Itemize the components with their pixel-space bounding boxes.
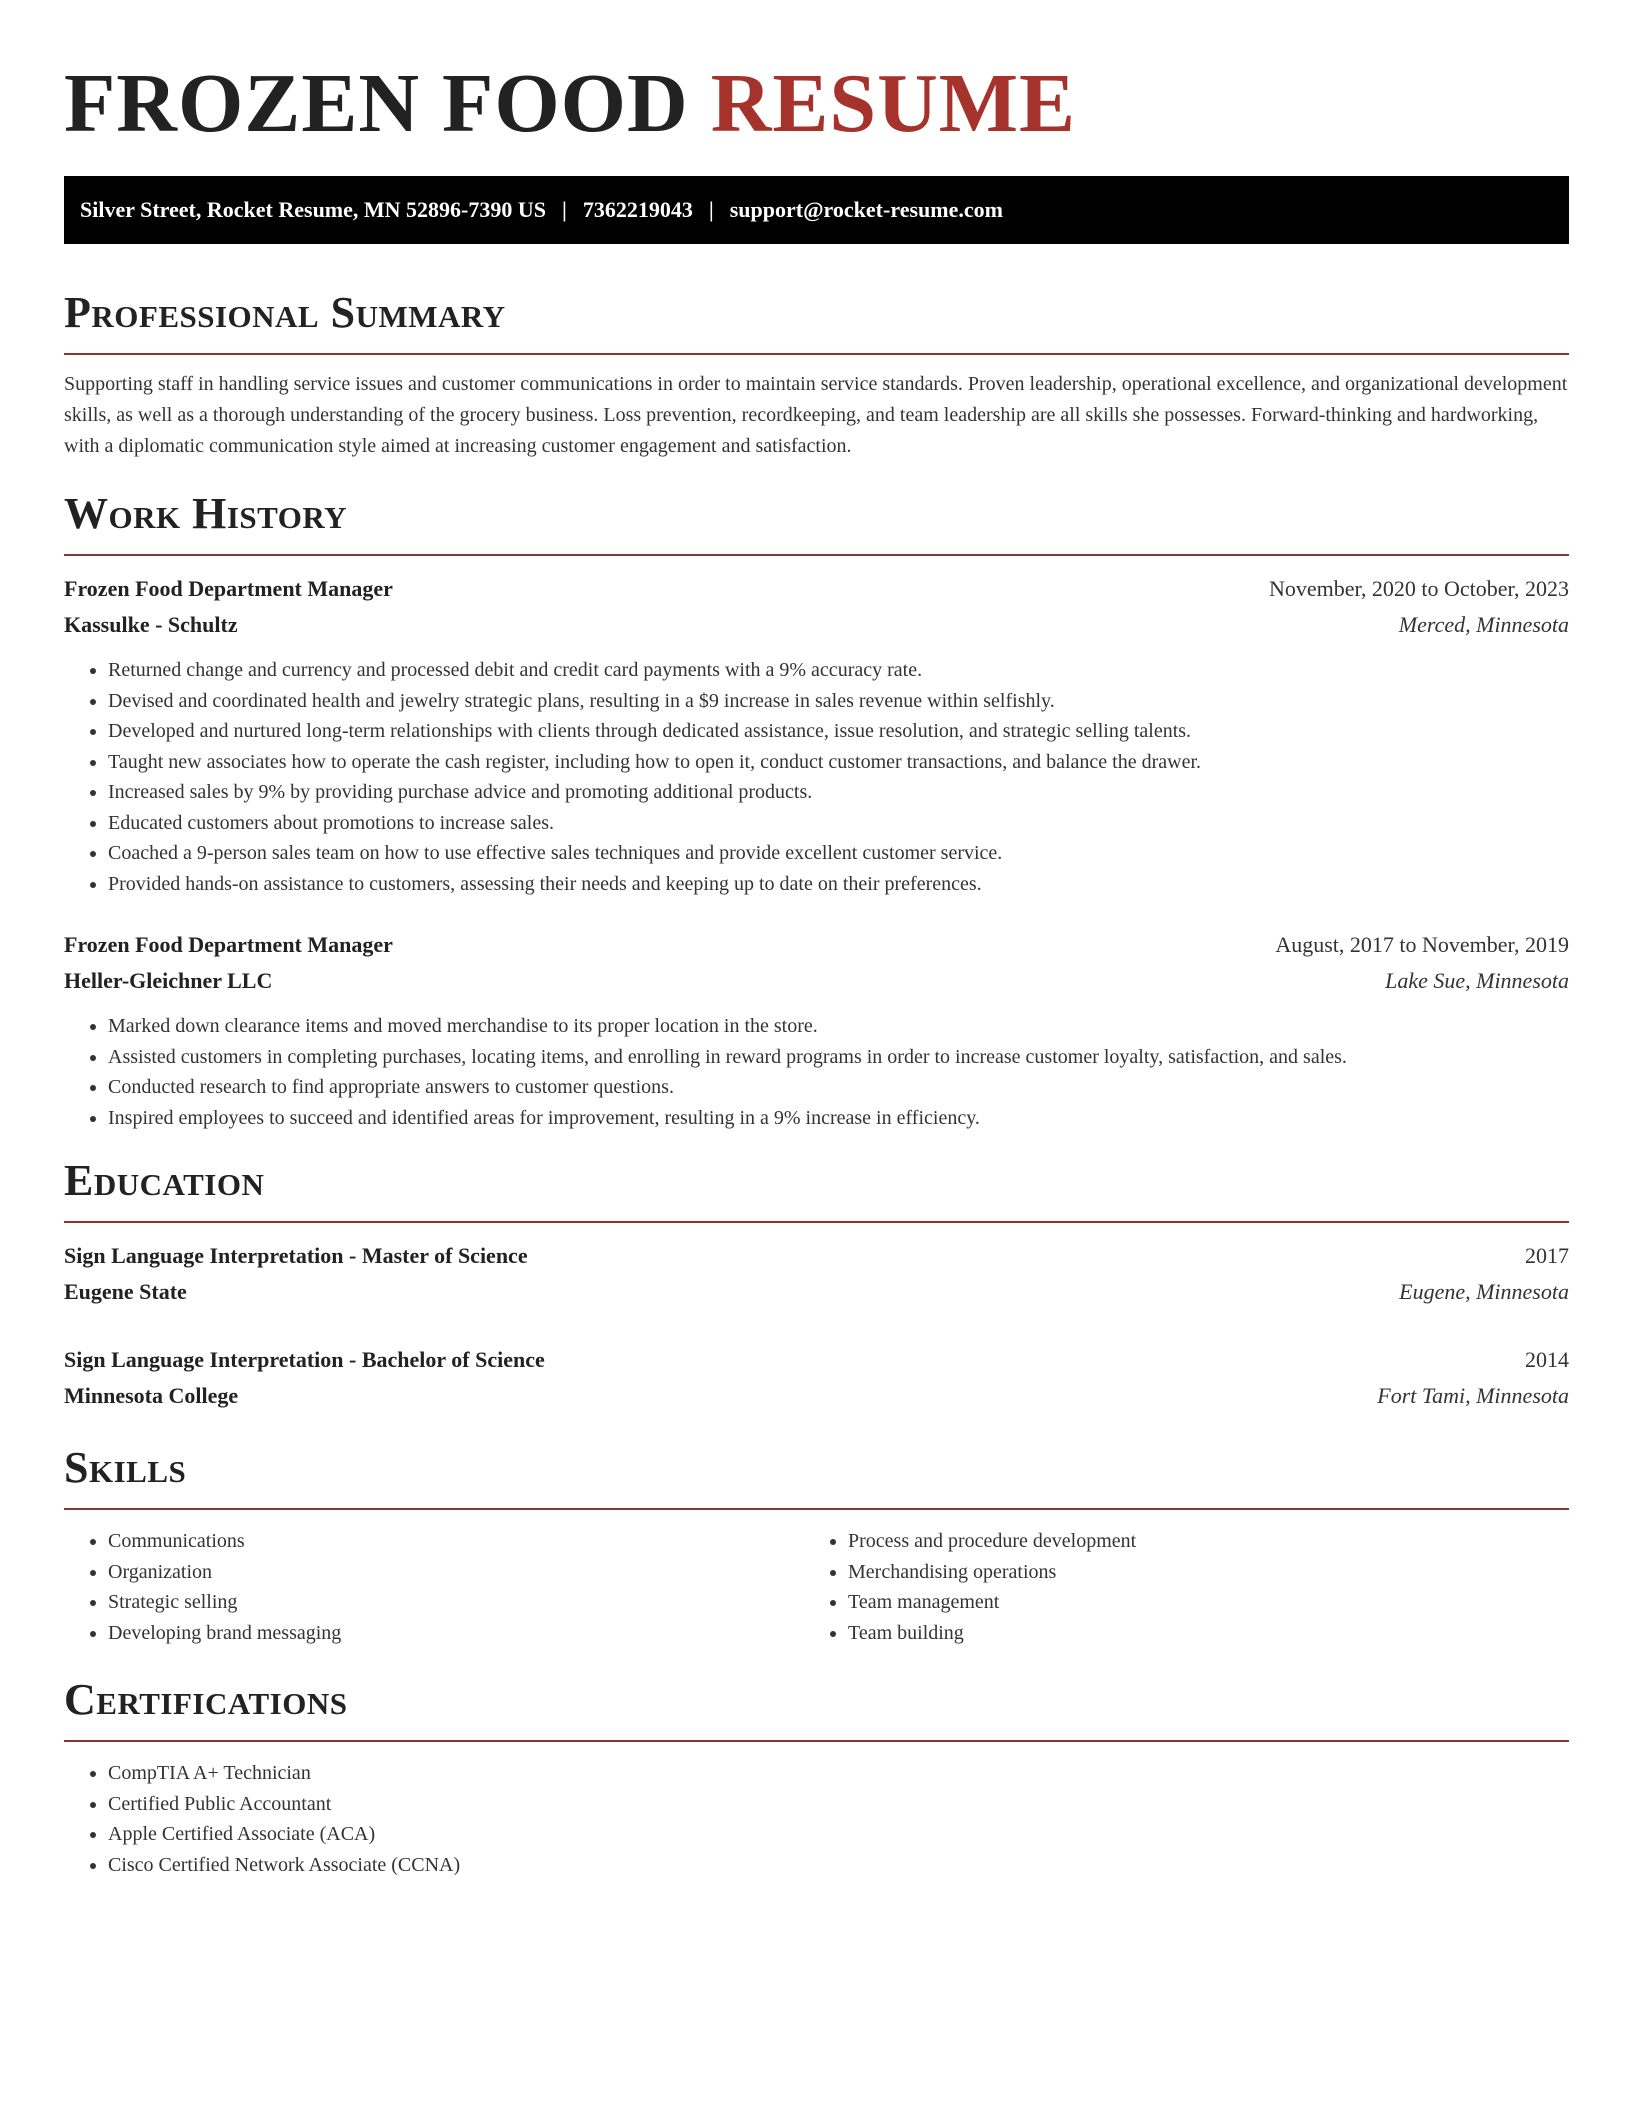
job-entry xyxy=(64,927,1569,1133)
education-school: Minnesota College xyxy=(64,1383,239,1408)
job-company-row xyxy=(64,963,1569,999)
section-heading-certifications: Certifications xyxy=(64,1675,348,1724)
contact-email[interactable]: support@rocket-resume.com xyxy=(729,197,1003,222)
contact-bar xyxy=(64,176,1569,244)
work-history-section xyxy=(64,488,1569,1133)
list-item: • Taught new associates how to operate the cash register, including how to open it, conduct customer transactions, and balance the drawer. xyxy=(108,747,1569,778)
list-item: • Developing brand messaging xyxy=(108,1618,804,1649)
list-item: • Inspired employees to succeed and identified areas for improvement, resulting in a 9% increase in efficiency. xyxy=(108,1103,1569,1134)
certifications-list xyxy=(64,1758,1569,1880)
section-divider xyxy=(64,353,1569,355)
job-company: Kassulke - Schultz xyxy=(64,612,238,637)
education-degree-row xyxy=(64,1342,1569,1378)
contact-phone[interactable]: 7362219043 xyxy=(582,197,693,222)
job-company-row xyxy=(64,607,1569,643)
skills-section xyxy=(64,1442,1569,1648)
education-degree: Sign Language Interpretation - Master of Science xyxy=(64,1243,528,1268)
skills-list xyxy=(64,1526,804,1648)
contact-address: Silver Street, Rocket Resume, MN 52896-7390 US xyxy=(80,197,546,222)
certifications-section xyxy=(64,1674,1569,1880)
list-item: • Conducted research to find appropriate answers to customer questions. xyxy=(108,1072,1569,1103)
education-entry xyxy=(64,1238,1569,1310)
education-section xyxy=(64,1155,1569,1414)
list-item: • Process and procedure development xyxy=(848,1526,1544,1557)
title-main: FROZEN FOOD xyxy=(64,57,689,150)
list-item: • Organization xyxy=(108,1557,804,1588)
job-dates: November, 2020 to October, 2023 xyxy=(1268,576,1569,601)
list-item: • Increased sales by 9% by providing purchase advice and promoting additional products. xyxy=(108,777,1569,808)
job-bullets xyxy=(64,655,1569,899)
skills-column-left xyxy=(64,1526,804,1648)
education-degree: Sign Language Interpretation - Bachelor of Science xyxy=(64,1347,545,1372)
job-header-row xyxy=(64,927,1569,963)
section-divider xyxy=(64,1740,1569,1742)
skills-grid xyxy=(64,1526,1569,1648)
section-heading-skills: Skills xyxy=(64,1443,187,1492)
education-entry xyxy=(64,1342,1569,1414)
section-heading-work-history: Work History xyxy=(64,489,348,538)
resume-title xyxy=(64,0,1569,160)
list-item: • Communications xyxy=(108,1526,804,1557)
list-item: • CompTIA A+ Technician xyxy=(108,1758,1569,1789)
education-school-row xyxy=(64,1378,1569,1414)
section-divider xyxy=(64,1508,1569,1510)
education-school-row xyxy=(64,1274,1569,1310)
skills-column-right xyxy=(804,1526,1544,1648)
title-accent: RESUME xyxy=(710,57,1077,150)
section-heading-education: Education xyxy=(64,1156,265,1205)
section-heading-summary: Professional Summary xyxy=(64,288,506,337)
list-item: • Merchandising operations xyxy=(848,1557,1544,1588)
list-item: • Assisted customers in completing purchases, locating items, and enrolling in reward programs in order to increase customer loyalty, satisfaction, and sales. xyxy=(108,1042,1569,1073)
list-item: • Marked down clearance items and moved merchandise to its proper location in the store. xyxy=(108,1011,1569,1042)
list-item: • Devised and coordinated health and jewelry strategic plans, resulting in a $9 increase in sales revenue within selfishly. xyxy=(108,686,1569,717)
section-divider xyxy=(64,1221,1569,1223)
list-item: • Certified Public Accountant xyxy=(108,1789,1569,1820)
list-item: • Strategic selling xyxy=(108,1587,804,1618)
contact-separator: | xyxy=(708,197,714,222)
list-item: • Returned change and currency and processed debit and credit card payments with a 9% accuracy rate. xyxy=(108,655,1569,686)
skills-list xyxy=(804,1526,1544,1648)
list-item: • Team management xyxy=(848,1587,1544,1618)
job-location: Lake Sue, Minnesota xyxy=(1385,968,1569,993)
list-item: • Developed and nurtured long-term relationships with clients through dedicated assistance, issue resolution, and strategic selling talents. xyxy=(108,716,1569,747)
job-location: Merced, Minnesota xyxy=(1398,612,1569,637)
education-location: Fort Tami, Minnesota xyxy=(1377,1383,1569,1408)
job-title: Frozen Food Department Manager xyxy=(64,932,393,957)
education-school: Eugene State xyxy=(64,1279,187,1304)
job-bullets xyxy=(64,1011,1569,1133)
list-item: • Team building xyxy=(848,1618,1544,1649)
job-company: Heller-Gleichner LLC xyxy=(64,968,273,993)
summary-text: Supporting staff in handling service issues and customer communications in order to maintain service standards. Proven leadership, operational excellence, and organizational development skills, as well as a thorough understanding of the grocery business. Loss prevention, recordkeeping, and team leadership are all skills she possesses. Forward-thinking and hardworking, with a diplomatic communication style aimed at increasing customer engagement and satisfaction. xyxy=(64,373,1568,457)
job-title: Frozen Food Department Manager xyxy=(64,576,393,601)
contact-separator: | xyxy=(562,197,567,222)
education-year: 2017 xyxy=(1525,1243,1569,1268)
list-item: • Apple Certified Associate (ACA) xyxy=(108,1819,1569,1850)
list-item: • Provided hands-on assistance to customers, assessing their needs and keeping up to date on their preferences. xyxy=(108,869,1569,900)
job-entry xyxy=(64,571,1569,899)
education-location: Eugene, Minnesota xyxy=(1399,1279,1569,1304)
summary-section xyxy=(64,287,1569,462)
list-item: • Coached a 9-person sales team on how to use effective sales techniques and provide excellent customer service. xyxy=(108,838,1569,869)
list-item: • Educated customers about promotions to increase sales. xyxy=(108,808,1569,839)
education-degree-row xyxy=(64,1238,1569,1274)
job-header-row xyxy=(64,571,1569,607)
list-item: • Cisco Certified Network Associate (CCNA) xyxy=(108,1850,1569,1881)
section-divider xyxy=(64,554,1569,556)
job-dates: August, 2017 to November, 2019 xyxy=(1275,932,1569,957)
resume-page xyxy=(64,0,1569,1880)
education-year: 2014 xyxy=(1525,1347,1569,1372)
